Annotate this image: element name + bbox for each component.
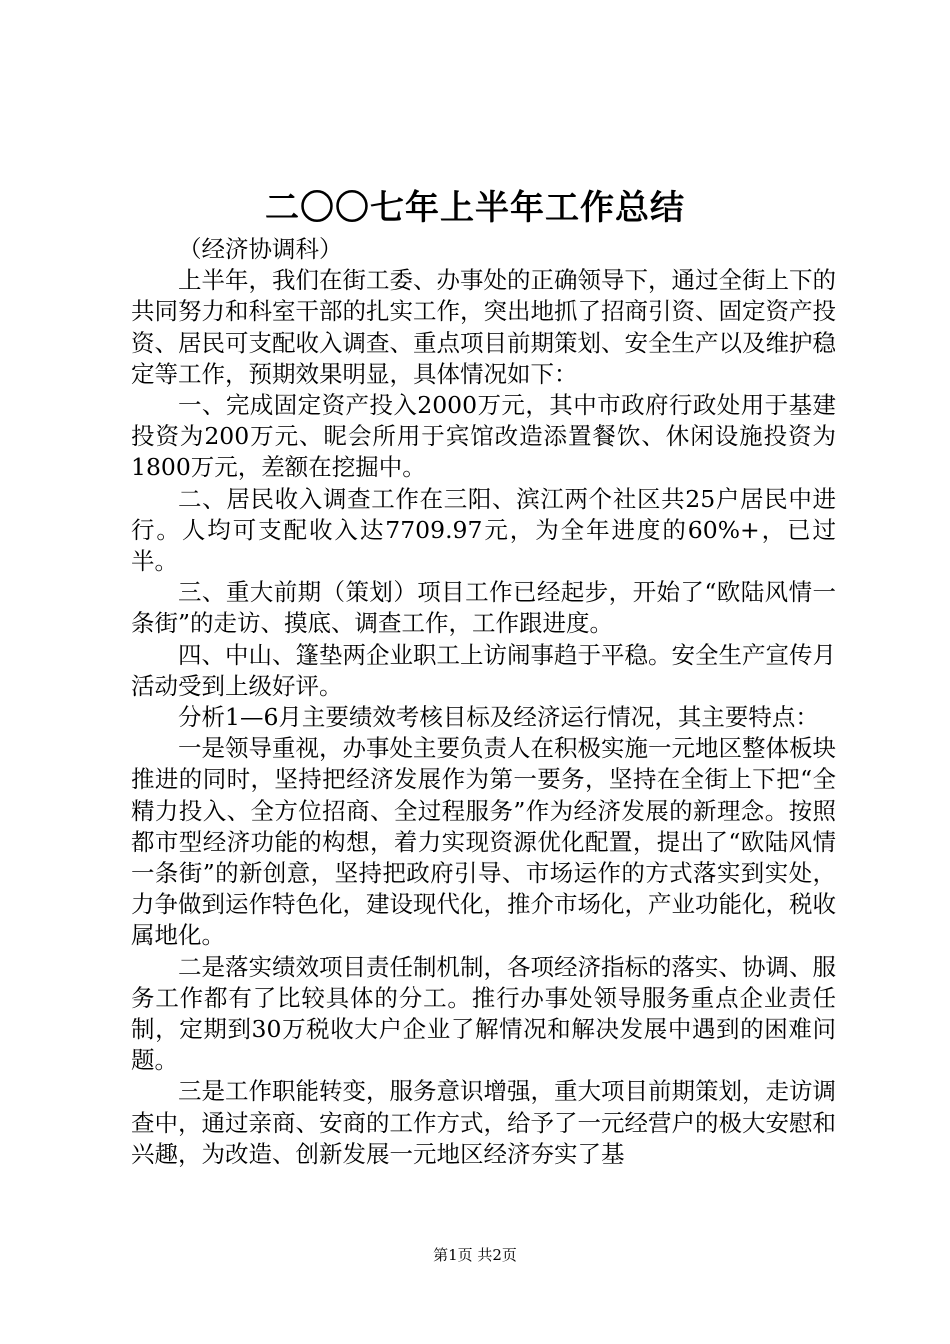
paragraph-intro: 上半年，我们在街工委、办事处的正确领导下，通过全街上下的共同努力和科室干部的扎实工作，突出地抓了招商引资、固定资产投资、居民可支配收入调查、重点项目前期策划、安全生产以及维护稳定等工作，预期效果明显，具体情况如下：: [131, 266, 836, 388]
department-note: （经济协调科）: [178, 235, 343, 263]
paragraph-analysis: 分析1—6月主要绩效考核目标及经济运行情况，其主要特点：: [178, 703, 819, 732]
paragraph-item-1: 一、完成固定资产投入2000万元，其中市政府行政处用于基建投资为200万元、昵会所用于宾馆改造添置餐饮、休闲设施投资为1800万元，差额在挖掘中。: [131, 391, 836, 482]
document-body: [131, 234, 836, 1170]
paragraph-feature-3: 三是工作职能转变，服务意识增强，重大项目前期策划，走访调查中，通过亲商、安商的工作方式，给予了一元经营户的极大安慰和兴趣，为改造、创新发展一元地区经济夯实了基: [131, 1077, 836, 1168]
document-title: 二〇〇七年上半年工作总结: [265, 188, 685, 228]
page-footer: 第1页 共2页: [433, 1246, 517, 1264]
paragraph-feature-2: 二是落实绩效项目责任制机制，各项经济指标的落实、协调、服务工作都有了比较具体的分工。推行办事处领导服务重点企业责任制，定期到30万税收大户企业了解情况和解决发展中遇到的困难问题。: [131, 952, 836, 1075]
paragraph-item-2: 二、居民收入调查工作在三阳、滨江两个社区共25户居民中进行。人均可支配收入达7709.97元，为全年进度的60%+，已过半。: [131, 484, 836, 576]
paragraph-item-4: 四、中山、篷垫两企业职工上访闹事趋于平稳。安全生产宣传月活动受到上级好评。: [131, 640, 836, 700]
paragraph-feature-1: 一是领导重视，办事处主要负责人在积极实施一元地区整体板块推进的同时，坚持把经济发展作为第一要务，坚持在全街上下把“全精力投入、全方位招商、全过程服务”作为经济发展的新理念。按照都市型经济功能的构想，着力实现资源优化配置，提出了“欧陆风情一条街”的新创意，坚持把政府引导、市场运作的方式落实到实处，力争做到运作特色化，建设现代化，推介市场化，产业功能化，税收属地化。: [131, 734, 836, 950]
paragraph-item-3: 三、重大前期（策划）项目工作已经起步，开始了“欧陆风情一条街”的走访、摸底、调查工作，工作跟进度。: [131, 578, 836, 638]
